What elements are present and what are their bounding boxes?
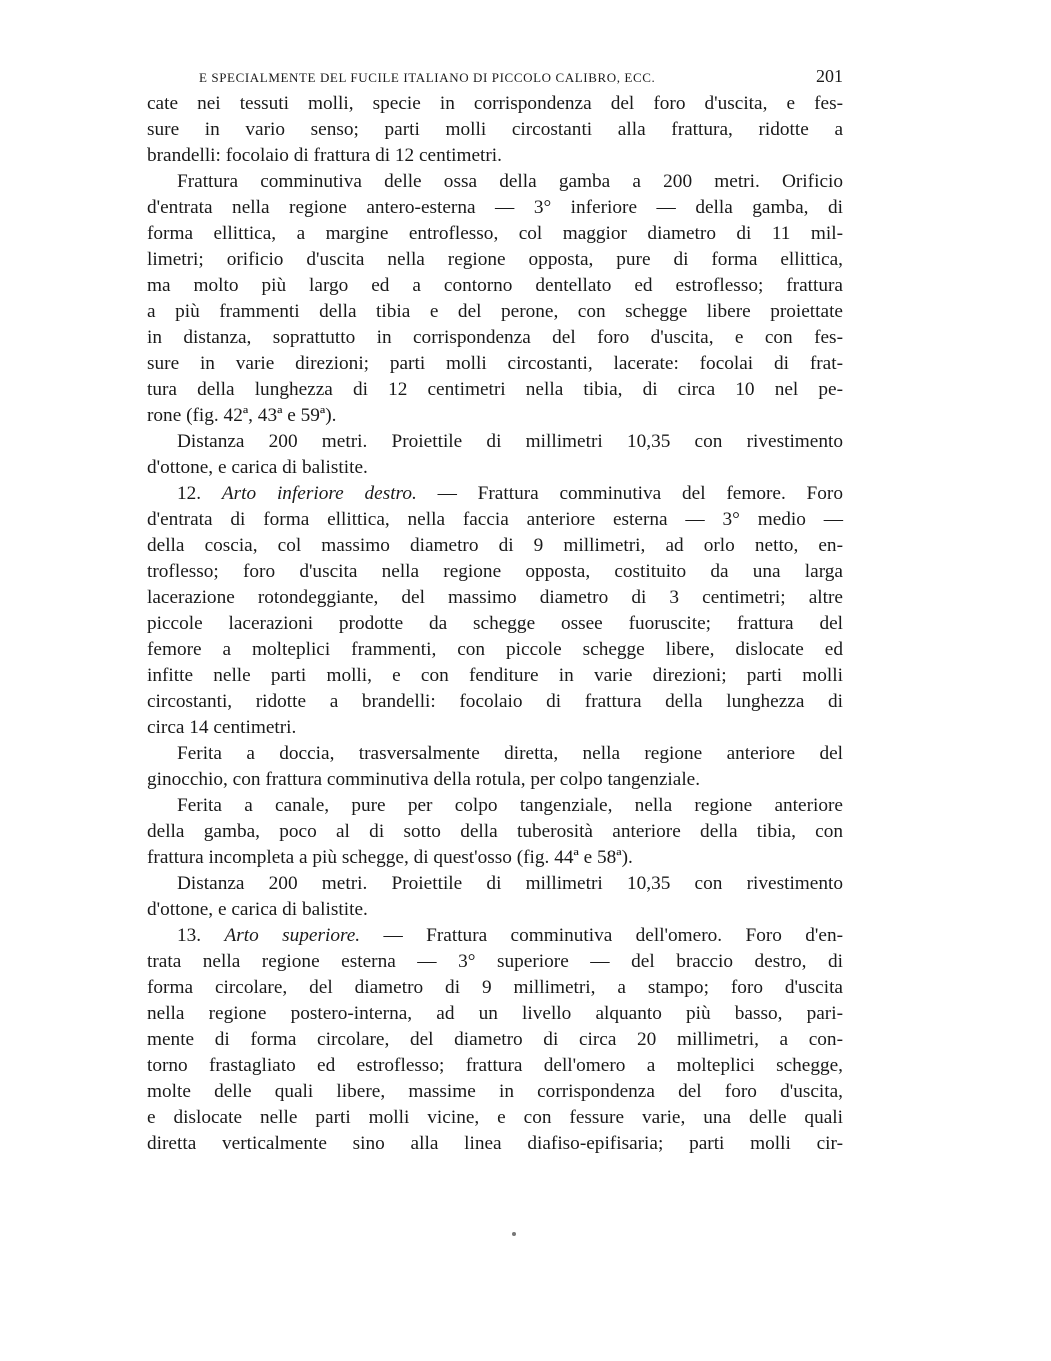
printer-mark <box>512 1232 516 1236</box>
text-line: d'entrata di forma ellittica, nella faccia anteriore esterna — 3° medio — <box>147 509 843 530</box>
text-line: forma ellittica, a margine entroflesso, col maggior diametro di 11 mil- <box>147 223 843 244</box>
text-line: ginocchio, con frattura comminutiva della rotula, per colpo tangenziale. <box>147 769 701 790</box>
text-line: mente di forma circolare, del diametro di circa 20 millimetri, a con- <box>147 1029 843 1050</box>
text-line: lacerazione rotondeggiante, del massimo diametro di 3 centimetri; altre <box>147 587 843 608</box>
text-line: Frattura comminutiva delle ossa della gamba a 200 metri. Orificio <box>177 171 843 192</box>
running-header <box>199 66 843 87</box>
case-number: 12. <box>177 483 222 504</box>
text-line: torno frastagliato ed estroflesso; frattura dell'omero a molteplici schegge, <box>147 1055 843 1076</box>
paragraph-distance-2 <box>147 871 843 923</box>
paragraph-continuation <box>147 91 843 169</box>
text-line: tura della lunghezza di 12 centimetri nella tibia, di circa 10 nel pe- <box>147 379 843 400</box>
text-line: femore a molteplici frammenti, con piccole schegge libere, dislocate ed <box>147 639 843 660</box>
paragraph-gamba-fracture <box>147 169 843 429</box>
paragraph-case-12 <box>147 481 843 741</box>
text-line: diretta verticalmente sino alla linea diafiso-epifisaria; parti molli cir- <box>147 1133 843 1154</box>
text-line: brandelli: focolaio di frattura di 12 centimetri. <box>147 145 502 166</box>
text-line: ma molto più largo ed a contorno dentellato ed estroflesso; frattura <box>147 275 843 296</box>
text-line: circa 14 centimetri. <box>147 717 297 738</box>
text-line: Ferita a doccia, trasversalmente diretta, nella regione anteriore del <box>177 743 843 764</box>
body-text <box>147 91 843 1157</box>
page-number: 201 <box>816 66 843 86</box>
text-line: nella regione postero-interna, ad un livello alquanto più basso, pari- <box>147 1003 843 1024</box>
text-line: limetri; orificio d'uscita nella regione opposta, pure di forma ellittica, <box>147 249 843 270</box>
text-line: sure in varie direzioni; parti molli circostanti, lacerate: focolai di frat- <box>147 353 843 374</box>
text-line: Distanza 200 metri. Proiettile di millimetri 10,35 con rivestimento <box>177 431 843 452</box>
case-heading: Arto superiore. <box>224 925 361 946</box>
text-line: della gamba, poco al di sotto della tuberosità anteriore della tibia, con <box>147 821 843 842</box>
paragraph-case-13 <box>147 923 843 1157</box>
text-line: circostanti, ridotte a brandelli: focolaio di frattura della lunghezza di <box>147 691 843 712</box>
case-12-rest: — Frattura comminutiva del femore. Foro <box>416 483 843 504</box>
text-line: troflesso; foro d'uscita nella regione opposta, costituito da una larga <box>147 561 843 582</box>
text-line: frattura incompleta a più schegge, di quest'osso (fig. 44ª e 58ª). <box>147 847 633 868</box>
paragraph-ferita-canale <box>147 793 843 871</box>
text-line: forma circolare, del diametro di 9 millimetri, a stampo; foro d'uscita <box>147 977 843 998</box>
book-page <box>147 66 843 1157</box>
text-line: in distanza, soprattutto in corrispondenza del foro d'uscita, e con fes- <box>147 327 843 348</box>
paragraph-distance <box>147 429 843 481</box>
text-line: sure in vario senso; parti molli circostanti alla frattura, ridotte a <box>147 119 843 140</box>
running-title: E SPECIALMENTE DEL FUCILE ITALIANO DI PICCOLO CALIBRO, ECC. <box>199 70 656 85</box>
text-line: molte delle quali libere, massime in corrispondenza del foro d'uscita, <box>147 1081 843 1102</box>
text-line: d'ottone, e carica di balistite. <box>147 899 368 920</box>
text-line: della coscia, col massimo diametro di 9 millimetri, ad orlo netto, en- <box>147 535 843 556</box>
case-13-rest: — Frattura comminutiva dell'omero. Foro d'en- <box>360 925 844 946</box>
text-line: cate nei tessuti molli, specie in corrispondenza del foro d'uscita, e fes- <box>147 93 843 114</box>
text-line: Ferita a canale, pure per colpo tangenziale, nella regione anteriore <box>177 795 843 816</box>
text-line: Distanza 200 metri. Proiettile di millimetri 10,35 con rivestimento <box>177 873 843 894</box>
case-heading: Arto inferiore destro. <box>221 483 417 504</box>
text-line <box>147 923 843 949</box>
text-line: rone (fig. 42ª, 43ª e 59ª). <box>147 405 337 426</box>
text-line: trata nella regione esterna — 3° superiore — del braccio destro, di <box>147 951 843 972</box>
text-line <box>147 481 843 507</box>
text-line: d'entrata nella regione antero-esterna — 3° inferiore — della gamba, di <box>147 197 843 218</box>
text-line: infitte nelle parti molli, e con fenditure in varie direzioni; parti molli <box>147 665 843 686</box>
case-number: 13. <box>177 925 225 946</box>
text-line: a più frammenti della tibia e del perone, con schegge libere proiettate <box>147 301 843 322</box>
text-line: e dislocate nelle parti molli vicine, e con fessure varie, una delle quali <box>147 1107 843 1128</box>
text-line: d'ottone, e carica di balistite. <box>147 457 368 478</box>
paragraph-ferita-doccia <box>147 741 843 793</box>
text-line: piccole lacerazioni prodotte da schegge ossee fuoruscite; frattura del <box>147 613 843 634</box>
